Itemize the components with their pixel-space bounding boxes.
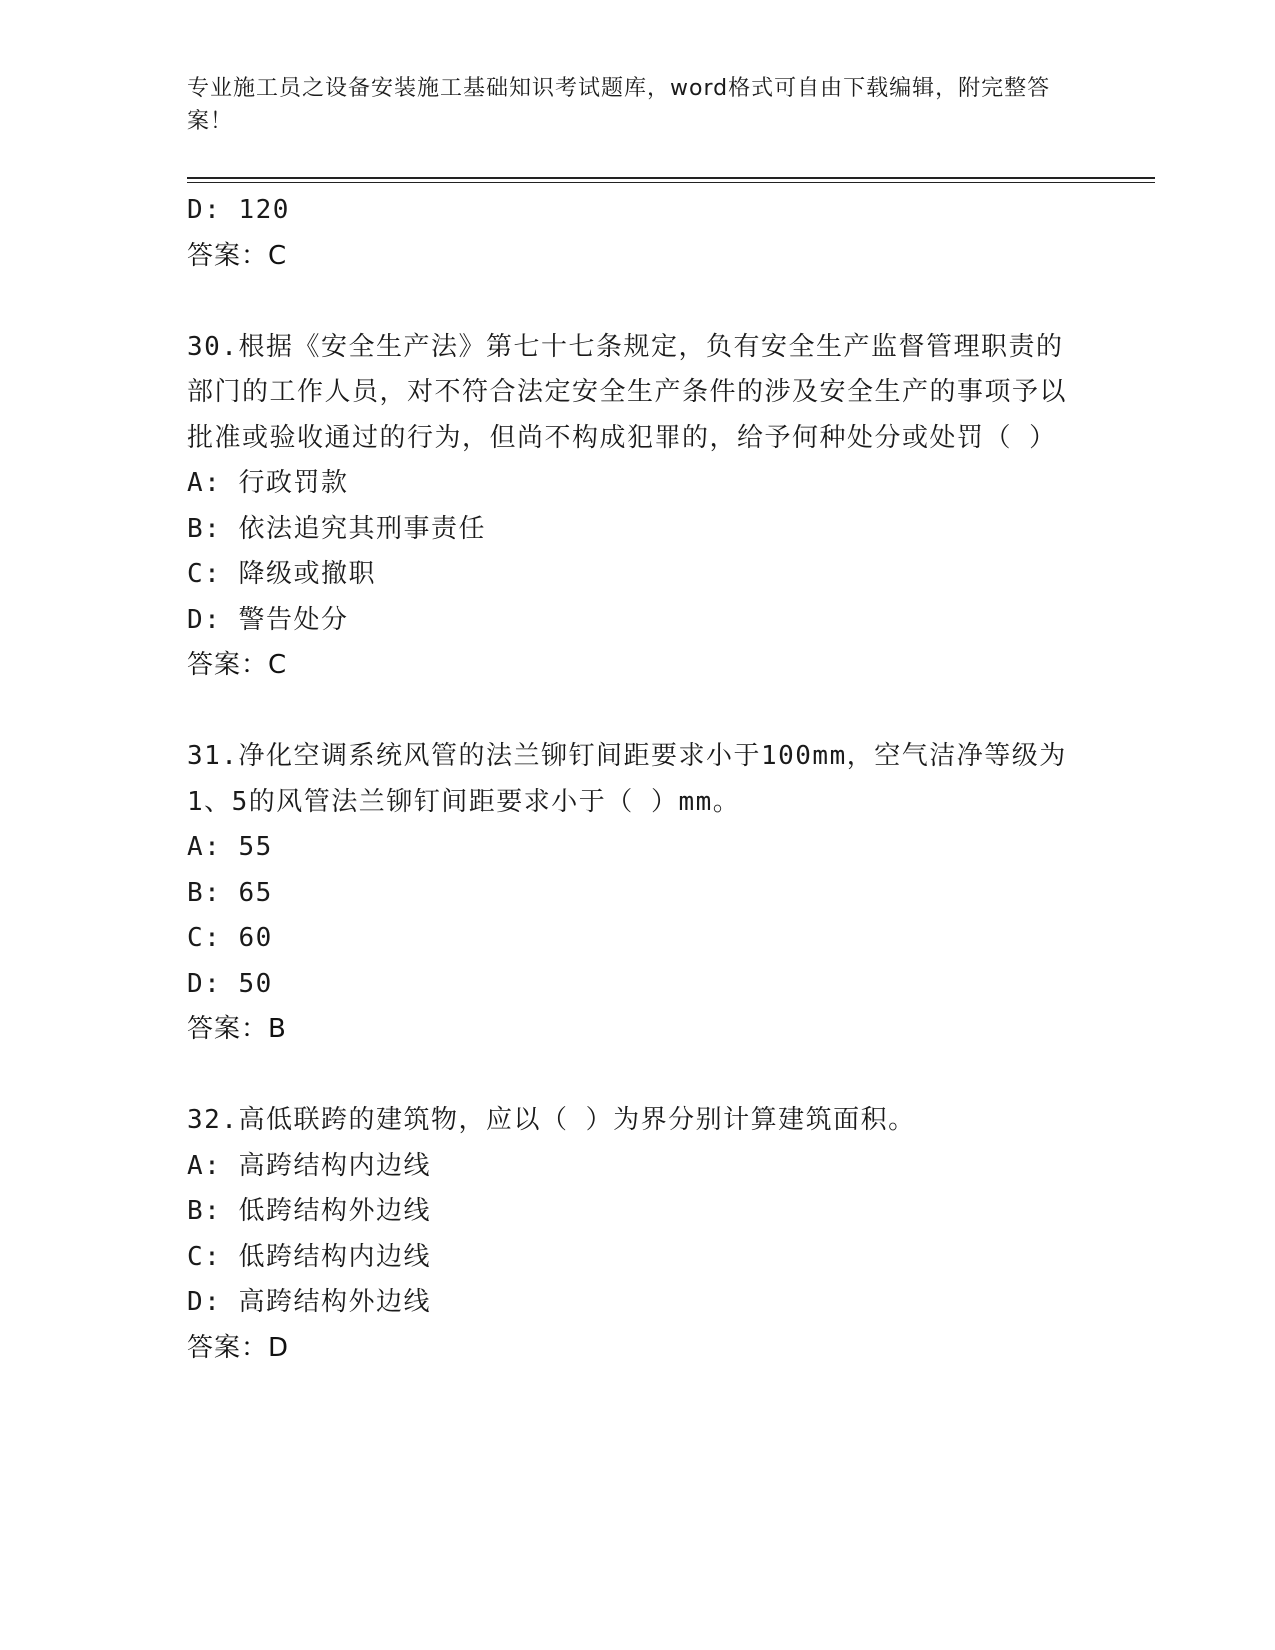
- option-b: B: 低跨结构外边线: [187, 1196, 431, 1226]
- document-body: [187, 188, 1067, 1371]
- option-a: A: 高跨结构内边线: [187, 1150, 431, 1181]
- answer: 答案：D: [187, 1332, 290, 1363]
- option-b: B: 依法追究其刑事责任: [187, 513, 486, 544]
- header-rule-thick: [187, 177, 1155, 179]
- option-a: A: 行政罚款: [187, 468, 349, 498]
- question-32: [187, 1098, 1067, 1371]
- spacer: [187, 279, 1067, 325]
- answer: 答案：B: [187, 1014, 287, 1044]
- carryover-option-d: D: 120: [187, 195, 290, 225]
- option-d: D: 警告处分: [187, 604, 349, 635]
- question-text: 32.高低联跨的建筑物，应以（ ）为界分别计算建筑面积。: [187, 1105, 916, 1135]
- option-d: D: 50: [187, 968, 273, 999]
- header-rule-thin: [187, 182, 1155, 183]
- page-header: 专业施工员之设备安装施工基础知识考试题库，word格式可自由下载编辑，附完整答案！: [187, 76, 1051, 134]
- question-text: 31.净化空调系统风管的法兰铆钉间距要求小于100mm，空气洁净等级为1、5的风管法兰铆钉间距要求小于（ ）mm。: [187, 741, 1067, 817]
- option-a: A: 55: [187, 832, 273, 862]
- spacer: [187, 1053, 1067, 1099]
- option-c: C: 低跨结构内边线: [187, 1241, 431, 1272]
- question-30: [187, 325, 1067, 689]
- question-text: 30.根据《安全生产法》第七十七条规定，负有安全生产监督管理职责的部门的工作人员，对不符合法定安全生产条件的涉及安全生产的事项予以批准或验收通过的行为，但尚不构成犯罪的，给予何种处分或处罚（ ）: [187, 331, 1068, 453]
- option-d: D: 高跨结构外边线: [187, 1287, 431, 1317]
- spacer: [187, 689, 1067, 735]
- option-c: C: 60: [187, 923, 273, 953]
- answer: 答案：C: [187, 650, 288, 680]
- question-31: [187, 734, 1067, 1053]
- option-c: C: 降级或撤职: [187, 559, 376, 589]
- carryover-answer: 答案：C: [187, 240, 288, 271]
- option-b: B: 65: [187, 877, 273, 908]
